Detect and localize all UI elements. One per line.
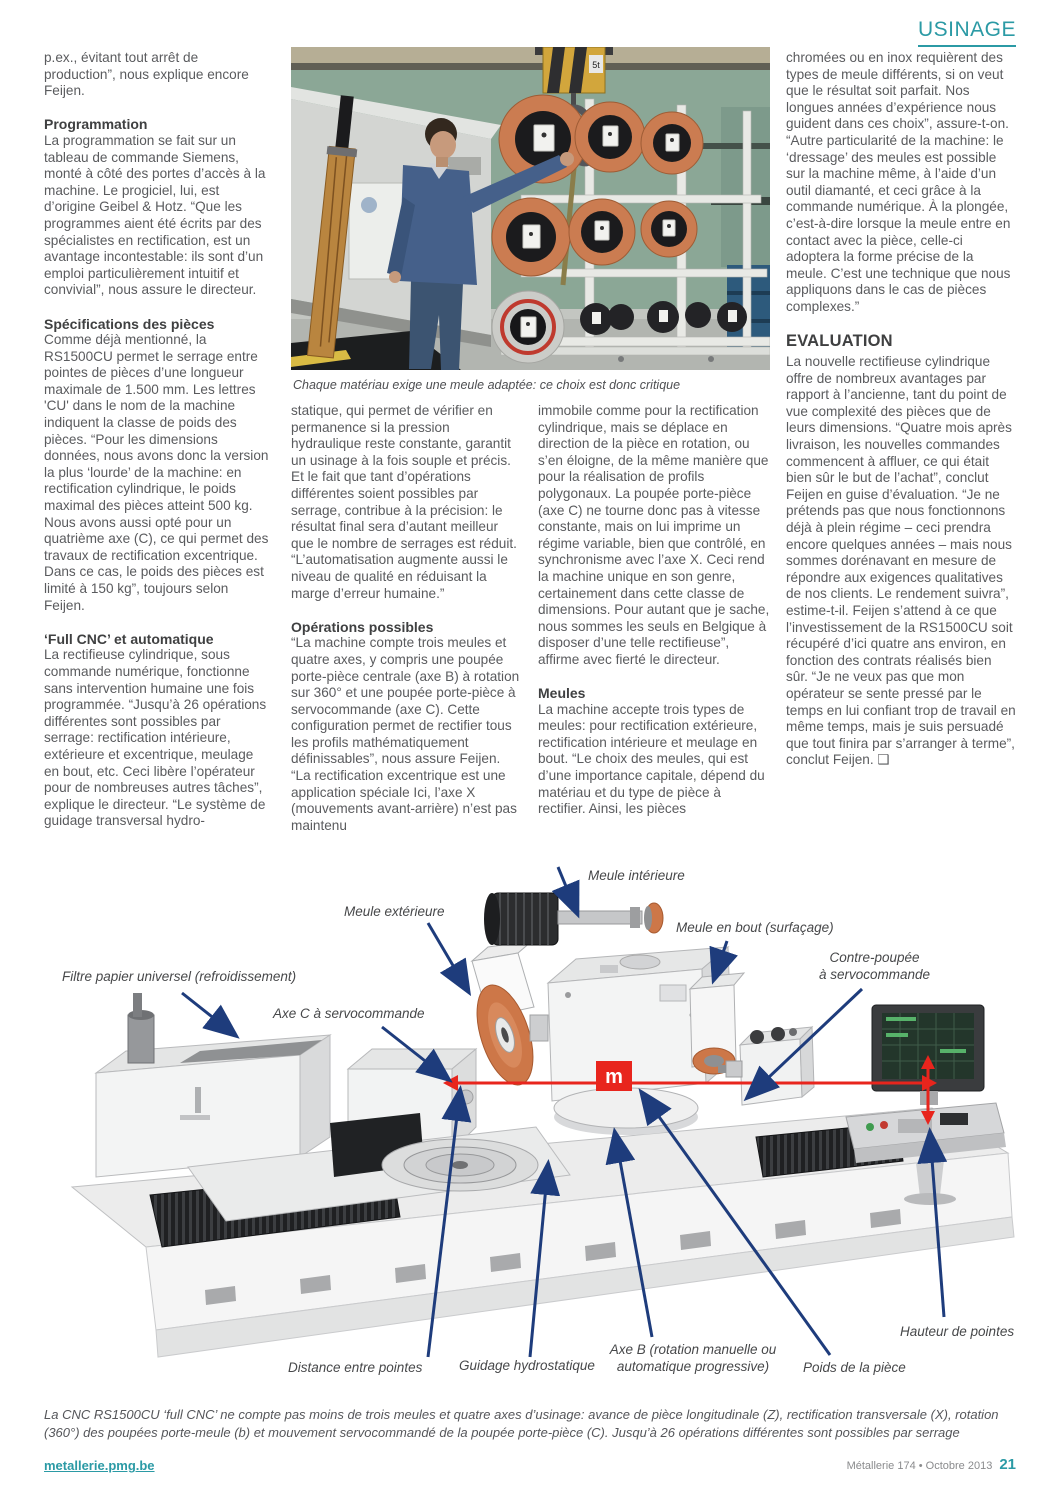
heading-operations: Opérations possibles — [291, 618, 434, 635]
label-axe-b — [608, 1341, 778, 1375]
mass-marker-label: m — [605, 1066, 623, 1088]
label-meule-en-bout: Meule en bout (surfaçage) — [676, 920, 834, 935]
footer-page-number: 21 — [999, 1456, 1016, 1473]
paragraph: chromées ou en inox requièrent des types de meule différents, si on veut que le résultat soit parfait. Nos longues années d’expérience nous guident dans ces choix”, assure-t-on. “Autre particularité de la machine: le ‘dressage’ des meules est possible sur la machine même, à l’aide d’un outil diamanté, et ceci grâce à la commande numérique. À la plongée, c’est-à-dire lorsque la meule entre en contact avec la pièce, celle-ci adoptera la forme précise de la meule. C’est une technique que nous appliquons dans le cas de pièces complexes.” — [786, 50, 1011, 314]
text-column-2 — [291, 403, 521, 834]
label-poids: Poids de la pièce — [803, 1360, 906, 1375]
photo-caption: Chaque matériau exige une meule adaptée: ce choix est donc critique — [293, 378, 681, 392]
label-distance: Distance entre pointes — [288, 1360, 423, 1375]
hoist-capacity-label: 5t — [592, 60, 600, 70]
label-meule-interieure: Meule intérieure — [588, 868, 685, 883]
paragraph: La machine accepte trois types de meules: pour rectification extérieure, rectification intérieure et meulage en bout. “Le choix des meules, qui est d’une importance capitale, dépend du matériau et du type de pièce à rectifier. Ainsi, les pièces — [538, 701, 765, 817]
section-header-label: USINAGE — [917, 18, 1016, 41]
arrow-meule-interieure — [558, 867, 577, 913]
footer-issue-info — [847, 1456, 1016, 1473]
figure-caption: La CNC RS1500CU ‘full CNC’ ne compte pas moins de trois meules et quatre axes d’usinage: avance de pièce longitudinale (Z), rectification transversale (X), rotation (360°) des poupées porte-meule (b) et mouvement servocommandé de la poupée porte-pièce (C). Jusqu’à 26 opérations différentes sont possibles par serrage — [44, 1407, 999, 1440]
heading-evaluation: EVALUATION — [786, 332, 893, 351]
label-contre-poupee-line2: à servocommande — [818, 967, 931, 982]
paragraph: immobile comme pour la rectification cylindrique, mais se déplace en direction de la pièce en rotation, ou s’en éloigne, de la même manière que pour la réalisation de profils polygonaux. La poupée porte-pièce (axe C) ne tourne donc pas à vitesse constante, mais on lui imprime un régime variable, bien que contrôlé, en synchronisme avec l’axe X. Ceci rend la machine unique en son genre, certainement dans cette classe de dimensions. Pour autant que je sache, nous sommes les seuls en Belgique à disposer d’une telle rectifieuse”, affirme avec fierté le directeur. — [538, 403, 770, 667]
paragraph: La rectifieuse cylindrique, sous commande numérique, fonctionne sans intervention humaine une fois programmée. “Jusqu’à 26 opérations différentes sont possibles par serrage: rectification intérieure, extérieure et excentrique, meulage en bout, etc. Ceci libère l’opérateur pour de nombreuses autres tâches”, explique le directeur. “Le système de guidage transversal hydro- — [44, 647, 267, 829]
text-column-3 — [538, 403, 770, 818]
arrow-meule-exterieure — [428, 923, 468, 991]
label-axe-c: Axe C à servocommande — [273, 1006, 425, 1021]
text-column-1 — [44, 50, 270, 830]
machine-diagram — [0, 865, 1058, 1400]
label-contre-poupee-line1: Contre-poupée — [829, 950, 920, 965]
heading-meules: Meules — [538, 685, 586, 702]
paragraph: La programmation se fait sur un tableau de commande Siemens, monté à côté des portes d’accès à la machine. Le progiciel, lui, est d’origine Geibel & Hotz. “Que les programmes aient été écrits par des spécialistes en rectification, est un avantage incontestable: ils sont d’un emploi particulièrement intuitif et convivial”, nous assure le directeur. — [44, 132, 266, 298]
heading-programmation: Programmation — [44, 116, 148, 133]
paragraph: statique, qui permet de vérifier en permanence si la pression hydraulique reste constante, garantit un usinage à la fois souple et précis. Et le fait que tant d’opérations différentes soient possibles par serrage, contribue à la précision: le résultat final sera d’autant meilleur que le nombre de serrages est réduit. “L’automatisation augmente aussi le niveau de qualité en réduisant la marge d’erreur humaine.” — [291, 403, 517, 601]
label-guidage: Guidage hydrostatique — [459, 1358, 595, 1373]
mass-marker — [596, 1061, 632, 1091]
footer-issue-label: Métallerie 174 • Octobre 2013 — [846, 1460, 993, 1472]
machine-illustration — [0, 865, 1058, 1400]
heading-full-cnc: ‘Full CNC’ et automatique — [44, 630, 214, 647]
paragraph: La nouvelle rectifieuse cylindrique offre de nombreux avantages par rapport à l’ancienne, tant du point de vue complexité des pièces que de leurs dimensions. “Quatre mois après livraison, les nouvelles commandes commencent à affluer, ce qui était bien sûr le but de l’achat”, conclut Feijen en guise d’évaluation. “Je ne prétends pas que nous fonctionnons déjà à plein régime – ceci prendra encore quelques années – mais nous sommes dorénavant en mesure de répondre aux exigences qualitatives de nos clients. Le rendement suivra”, estime-t-il. Feijen s’attend à ce que l’investissement de la RS1500CU soit récupéré d’ici quatre ans environ, en fonction des contrats réalisés bien sûr. “Je ne veux pas que mon opérateur se sente pressé par le temps en lui confiant trop de travail en même temps, mais je suis persuadé que tout finira par s’arranger à terme”, conclut Feijen. ❑ — [786, 354, 1016, 768]
label-axe-b-line2: automatique progressive) — [616, 1359, 770, 1374]
text-column-4 — [786, 50, 1016, 769]
paragraph: “La machine compte trois meules et quatre axes, y compris une poupée porte-pièce centrale (axe B) à rotation sur 360° et une poupée porte-pièce à servocommande (axe C). Cette configuration permet de rectifier tous les profils mathématiquement définissables”, nous assure Feijen. “La rectification excentrique est une application spéciale Ici, l’axe X (mouvements avant-arrière) n’est pas maintenu — [291, 635, 520, 833]
face-grinding-unit — [690, 973, 744, 1074]
label-hauteur: Hauteur de pointes — [900, 1324, 1015, 1339]
paragraph: Comme déjà mentionné, la RS1500CU permet le serrage entre pointes de pièces d’une longueur maximale de 1.500 mm. Les lettres 'CU' dans le nom de la machine indiquent la classe de poids des pièces. “Pour les dimensions données, nous avons donc la version la plus ‘lourde’ de la machine: en rectification cylindrique, le poids maximal des pièces atteint 500 kg. Nous avons aussi opté pour un quatrième axe (C), ce qui permet des travaux de rectification excentrique. Dans ce cas, le poids des pièces est limité à 150 kg”, toujours selon Feijen. — [44, 332, 269, 613]
label-axe-b-line1: Axe B (rotation manuelle ou — [609, 1342, 777, 1357]
footer-website-link[interactable]: metallerie.pmg.be — [44, 1458, 155, 1473]
label-meule-exterieure: Meule extérieure — [344, 904, 445, 919]
arrow-filtre — [182, 993, 235, 1035]
label-contre-poupee — [812, 949, 937, 983]
label-filtre: Filtre papier universel (refroidissement) — [62, 969, 297, 984]
photo-grinding-wheels — [291, 47, 770, 370]
section-header — [918, 18, 1016, 47]
paragraph: p.ex., évitant tout arrêt de production”, nous explique encore Feijen. — [44, 50, 249, 99]
heading-specifications: Spécifications des pièces — [44, 315, 215, 332]
